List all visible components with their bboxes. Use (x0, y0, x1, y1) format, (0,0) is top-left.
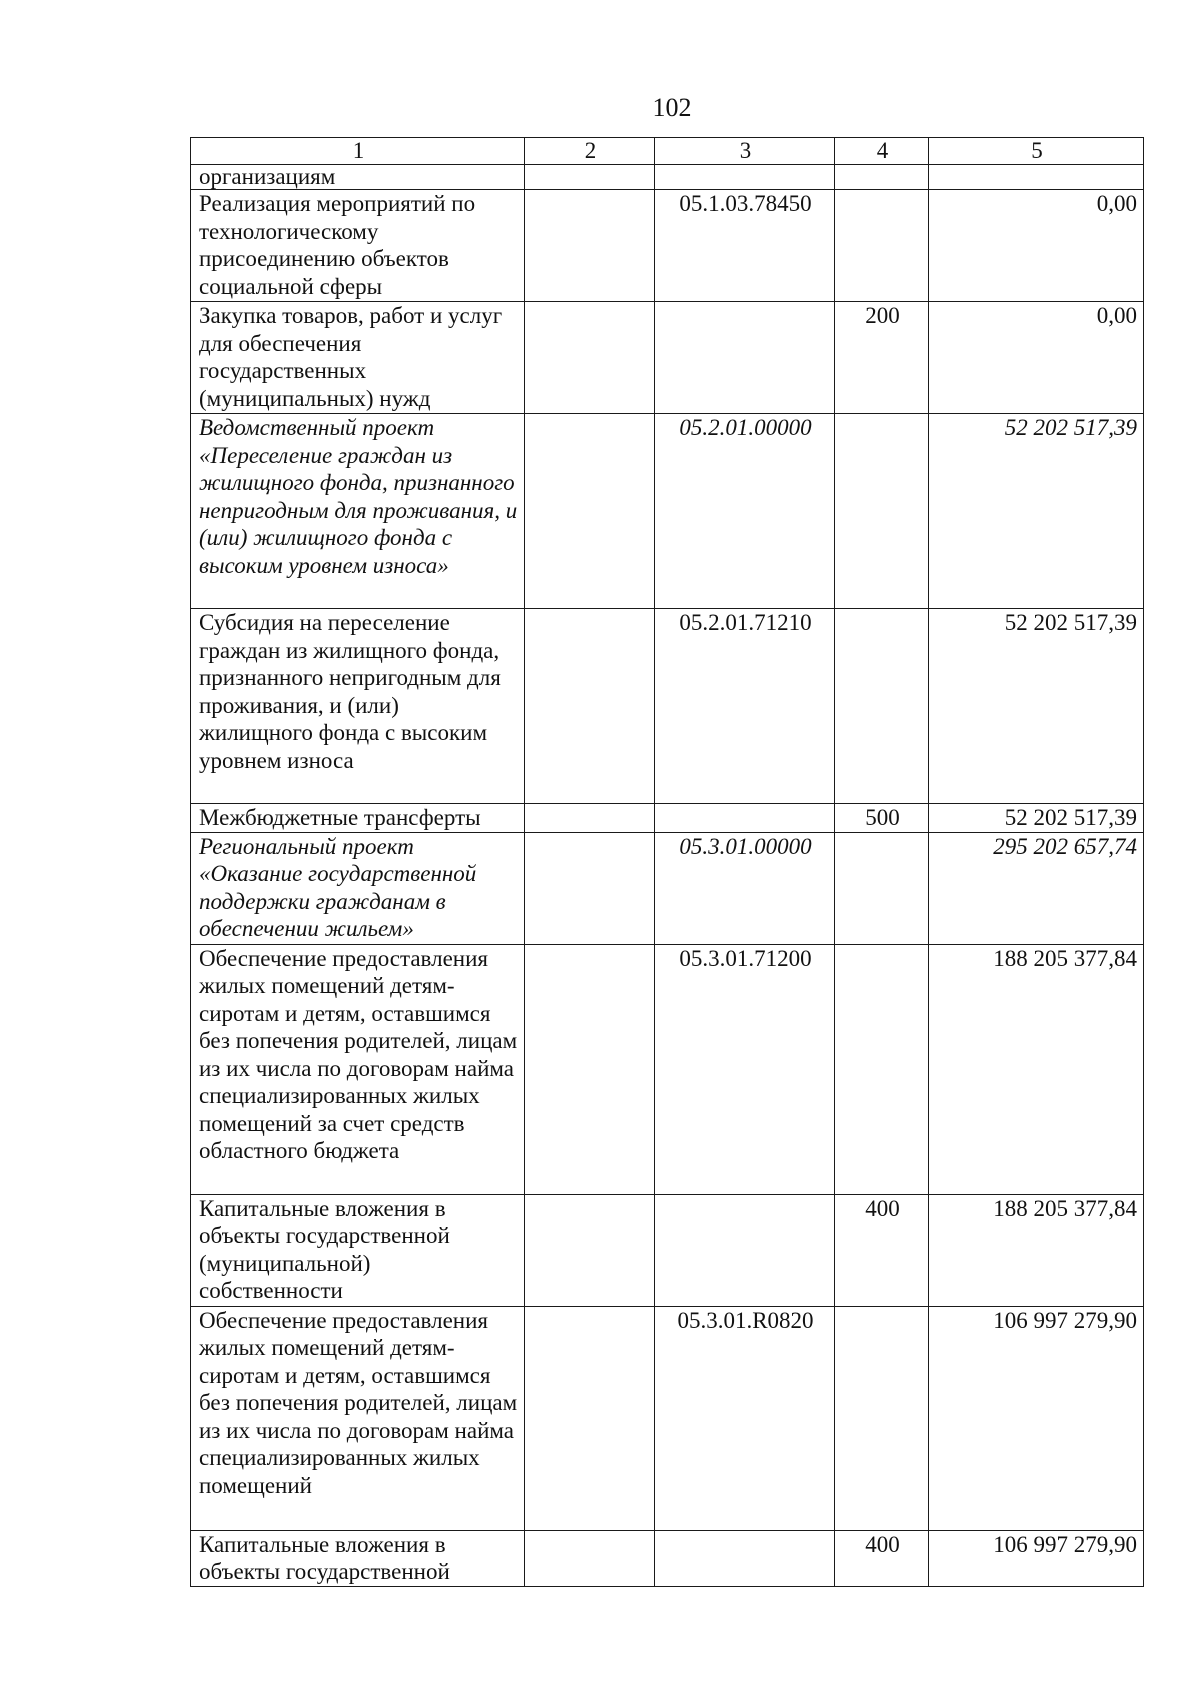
row-col2 (525, 1194, 655, 1306)
row-name: Субсидия на переселение граждан из жилищного фонда, признанного непригодным для проживания, и (или) жилищного фонда с высоким уровнем износа (191, 609, 525, 804)
row-name: организациям (191, 165, 525, 190)
row-type (835, 190, 929, 302)
row-type (835, 609, 929, 804)
row-name: Капитальные вложения в объекты государственной (191, 1530, 525, 1586)
page-number: 102 (652, 93, 692, 122)
column-header-2: 2 (525, 138, 655, 165)
column-header-4: 4 (835, 138, 929, 165)
table-row (191, 190, 1144, 302)
row-col2 (525, 944, 655, 1194)
row-amount: 52 202 517,39 (929, 414, 1144, 609)
table-row (191, 1306, 1144, 1530)
row-amount: 106 997 279,90 (929, 1530, 1144, 1586)
table-row (191, 414, 1144, 609)
row-col2 (525, 190, 655, 302)
row-code: 05.2.01.71210 (655, 609, 835, 804)
budget-table (190, 137, 1144, 1587)
table-row (191, 302, 1144, 414)
table-row (191, 1194, 1144, 1306)
row-name: Закупка товаров, работ и услуг для обеспечения государственных (муниципальных) нужд (191, 302, 525, 414)
row-col2 (525, 1306, 655, 1530)
table-row (191, 609, 1144, 804)
row-name: Обеспечение предоставления жилых помещений детям-сиротам и детям, оставшимся без попечения родителей, лицам из их числа по договорам найма специализированных жилых помещений (191, 1306, 525, 1530)
row-col2 (525, 302, 655, 414)
row-name: Реализация мероприятий по технологическому присоединению объектов социальной сферы (191, 190, 525, 302)
table-row (191, 832, 1144, 944)
row-code (655, 302, 835, 414)
row-type (835, 165, 929, 190)
table-row (191, 1530, 1144, 1586)
row-col2 (525, 609, 655, 804)
row-code (655, 1194, 835, 1306)
row-name: Региональный проект «Оказание государственной поддержки гражданам в обеспечении жильем» (191, 832, 525, 944)
row-code (655, 1530, 835, 1586)
table-header-row (191, 138, 1144, 165)
row-col2 (525, 165, 655, 190)
row-code: 05.1.03.78450 (655, 190, 835, 302)
row-amount (929, 165, 1144, 190)
row-type: 500 (835, 804, 929, 833)
row-type (835, 414, 929, 609)
row-type: 400 (835, 1194, 929, 1306)
row-code: 05.3.01.00000 (655, 832, 835, 944)
row-name: Межбюджетные трансферты (191, 804, 525, 833)
row-amount: 52 202 517,39 (929, 804, 1144, 833)
row-code: 05.3.01.71200 (655, 944, 835, 1194)
table-row (191, 804, 1144, 833)
row-amount: 295 202 657,74 (929, 832, 1144, 944)
table-row (191, 165, 1144, 190)
row-type: 400 (835, 1530, 929, 1586)
row-name: Капитальные вложения в объекты государственной (муниципальной) собственности (191, 1194, 525, 1306)
row-col2 (525, 832, 655, 944)
row-code (655, 165, 835, 190)
row-type (835, 944, 929, 1194)
row-amount: 188 205 377,84 (929, 1194, 1144, 1306)
row-code: 05.3.01.R0820 (655, 1306, 835, 1530)
column-header-5: 5 (929, 138, 1144, 165)
row-col2 (525, 414, 655, 609)
row-type (835, 1306, 929, 1530)
row-amount: 106 997 279,90 (929, 1306, 1144, 1530)
row-code: 05.2.01.00000 (655, 414, 835, 609)
row-amount: 0,00 (929, 190, 1144, 302)
row-amount: 52 202 517,39 (929, 609, 1144, 804)
row-code (655, 804, 835, 833)
row-col2 (525, 804, 655, 833)
column-header-3: 3 (655, 138, 835, 165)
row-col2 (525, 1530, 655, 1586)
row-type: 200 (835, 302, 929, 414)
row-amount: 188 205 377,84 (929, 944, 1144, 1194)
row-amount: 0,00 (929, 302, 1144, 414)
table-row (191, 944, 1144, 1194)
row-name: Ведомственный проект «Переселение граждан из жилищного фонда, признанного непригодным для проживания, и (или) жилищного фонда с высоким уровнем износа» (191, 414, 525, 609)
row-type (835, 832, 929, 944)
row-name: Обеспечение предоставления жилых помещений детям-сиротам и детям, оставшимся без попечения родителей, лицам из их числа по договорам найма специализированных жилых помещений за счет средств областного бюджета (191, 944, 525, 1194)
column-header-1: 1 (191, 138, 525, 165)
